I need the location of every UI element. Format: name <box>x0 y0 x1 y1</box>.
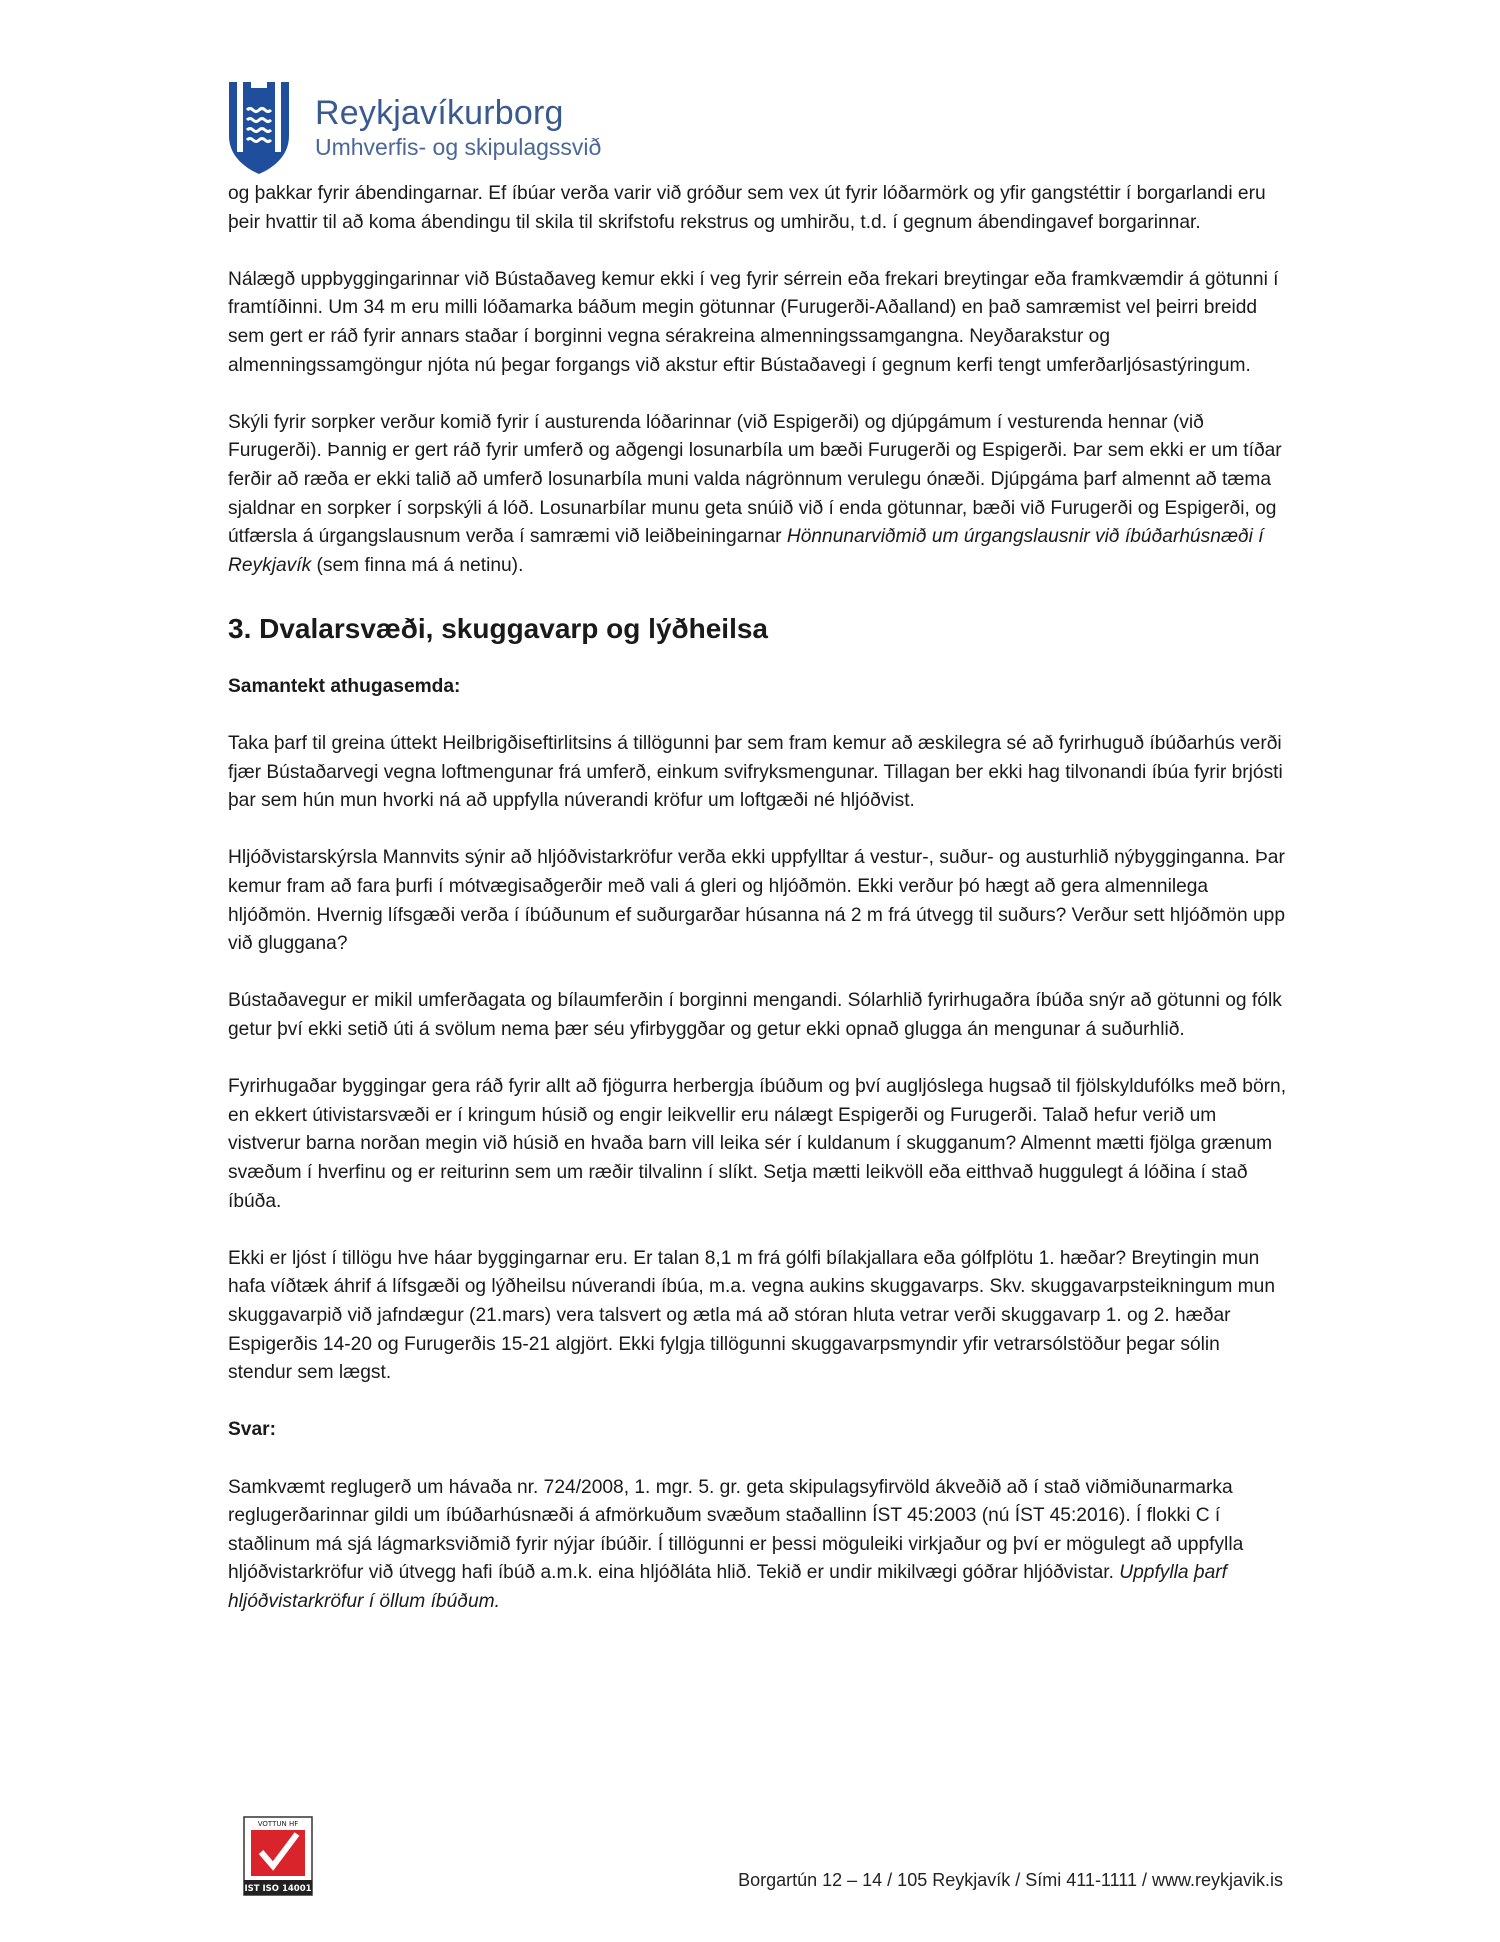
paragraph: Hljóðvistarskýrsla Mannvits sýnir að hljóðvistarkröfur verða ekki uppfylltar á vestur-, suður- og austurhlið nýbygginganna. Þar kemur fram að fara þurfi í mótvægisaðgerðir með vali á gleri og hljóðmön. Ekki verður þó hægt að gera almennilega hljóðmön. Hvernig lífsgæði verða í íbúðunum ef suðurgarðar húsanna ná 2 m frá útvegg til suðurs? Verður sett hljóðmön upp við gluggana? <box>228 847 1285 955</box>
paragraph-text: (sem finna má á netinu). <box>311 554 524 576</box>
paragraph <box>228 1474 1288 1617</box>
guideline-title: Hönnunarviðmið um úrgangslausnir við íbúðarhúsnæði í Reykjavík <box>228 526 1264 576</box>
paragraph: Nálægð uppbyggingarinnar við Bústaðaveg kemur ekki í veg fyrir sérrein eða frekari breytingar eða framkvæmdir á götunni í framtíðinni. Um 34 m eru milli lóðamarka báðum megin götunnar (Furugerði-Aðalland) en það samræmist vel þeirri breidd sem gert er ráð fyrir annars staðar í borginni vegna sérakreina almenningssamgangna. Neyðarakstur og almenningssamgöngur njóta nú þegar forgangs við akstur eftir Bústaðavegi í gegnum kerfi tengt umferðarljósastýringum. <box>228 268 1279 376</box>
brand-name: Reykjavíkurborg <box>315 94 564 132</box>
paragraph: Ekki er ljóst í tillögu hve háar byggingarnar eru. Er talan 8,1 m frá gólfi bílakjallara eða gólfplötu 1. hæðar? Breytingin mun hafa víðtæk áhrif á lífsgæði og lýðheilsu núverandi íbúa, m.a. vegna aukins skuggavarps. Skv. skuggavarpsteikningum mun skuggavarpið við jafndægur (21.mars) vera talsvert og ætla má að stóran hluta vetrar verði skuggavarp 1. og 2. hæðar Espigerðis 14-20 og Furugerðis 15-21 algjört. Ekki fylgja tillögunni skuggavarpsmyndir yfir vetrarsólstöður þegar sólin stendur sem lægst. <box>228 1247 1276 1384</box>
summary-label: Samantekt athugasemda: <box>228 675 461 697</box>
answer-label: Svar: <box>228 1419 276 1441</box>
paragraph: Fyrirhugaðar byggingar gera ráð fyrir allt að fjögurra herbergja íbúðum og því augljóslega hugsað til fjölskyldufólks með börn, en ekkert útivistarsvæði er í kringum húsið og engir leikvellir eru nálægt Espigerði og Furugerði. Talað hefur verið um vistverur barna norðan megin við húsið en hvaða barn vill leika sér í kuldanum í skugganum? Almennt mætti fjölga grænum svæðum í hverfinu og er reiturinn sem um ræðir tilvalinn í slíkt. Setja mætti leikvöll eða eitthvað huggulegt á lóðina í stað íbúða. <box>228 1076 1287 1212</box>
cert-top-text: VOTTUN HF <box>257 1820 299 1828</box>
paragraph-text: Skýli fyrir sorpker verður komið fyrir í austurenda lóðarinnar (við Espigerði) og djúpgámum í vesturenda hennar (við Furugerði). Þannig er gert ráð fyrir umferð og aðgengi losunarbíla um bæði Furugerði og Espigerði. Þar sem ekki er um tíðar ferðir að ræða er ekki talið að umferð losunarbíla muni valda nágrönnum verulegu ónæði. Djúpgáma þarf almennt að tæma sjaldnar en sorpker í sorpskýli á lóð. Losunarbílar munu geta snúið við í enda götunnar, bæði við Furugerði og Espigerði, og útfærsla á úrgangslausnum verða í samræmi við leiðbeiningarnar <box>228 411 1282 548</box>
iso-14001-certification-icon <box>243 1816 313 1896</box>
emphasis-text: Uppfylla þarf hljóðvistarkröfur í öllum íbúðum. <box>228 1562 1227 1612</box>
cert-bottom-text: IST ISO 14001 <box>244 1884 312 1894</box>
paragraph-text: Samkvæmt reglugerð um hávaða nr. 724/2008, 1. mgr. 5. gr. geta skipulagsyfirvöld ákveðið að í stað viðmiðunarmarka reglugerðarinnar gildi um íbúðarhúsnæði á afmörkuðum svæðum staðallinn ÍST 45:2003 (nú ÍST 45:2016). Í flokki C í staðlinum má sjá lágmarksviðmið fyrir nýjar íbúðir. Í tillögunni er þessi möguleiki virkjaður og því er mögulegt að uppfylla hljóðvistarkröfur við útvegg hafi íbúð a.m.k. eina hljóðláta hlið. Tekið er undir mikilvægi góðrar hljóðvistar. <box>228 1476 1244 1584</box>
section-heading: 3. Dvalarsvæði, skuggavarp og lýðheilsa <box>228 612 768 644</box>
paragraph: Taka þarf til greina úttekt Heilbrigðiseftirlitsins á tillögunni þar sem fram kemur að æskilegra sé að fyrirhuguð íbúðarhús verði fjær Bústaðarvegi vegna loftmengunar frá umferð, einkum svifryksmengunar. Tillagan ber ekki hag tilvonandi íbúa fyrir brjósti þar sem hún mun hvorki ná að uppfylla núverandi kröfur um loftgæði né hljóðvist. <box>228 733 1283 812</box>
department-name: Umhverfis- og skipulagssvið <box>315 134 602 160</box>
paragraph: Bústaðavegur er mikil umferðagata og bílaumferðin í borginni mengandi. Sólarhlið fyrirhugaðra íbúða snýr að götunni og fólk getur því ekki setið úti á svölum nema þær séu yfirbyggðar og getur ekki opnað glugga án mengunar á suðurhlið. <box>228 990 1282 1041</box>
paragraph <box>228 409 1288 581</box>
footer-address: Borgartún 12 – 14 / 105 Reykjavík / Sími 411-1111 / www.reykjavik.is <box>738 1870 1283 1890</box>
letterhead <box>227 80 647 180</box>
reykjavik-coat-of-arms-icon <box>227 80 291 176</box>
document-body <box>228 180 1288 1617</box>
paragraph: og þakkar fyrir ábendingarnar. Ef íbúar verða varir við gróður sem vex út fyrir lóðarmörk og yfir gangstéttir í borgarlandi eru þeir hvattir til að koma ábendingu til skila til skrifstofu rekstrus og umhirðu, t.d. í gegnum ábendingavef borgarinnar. <box>228 183 1266 233</box>
